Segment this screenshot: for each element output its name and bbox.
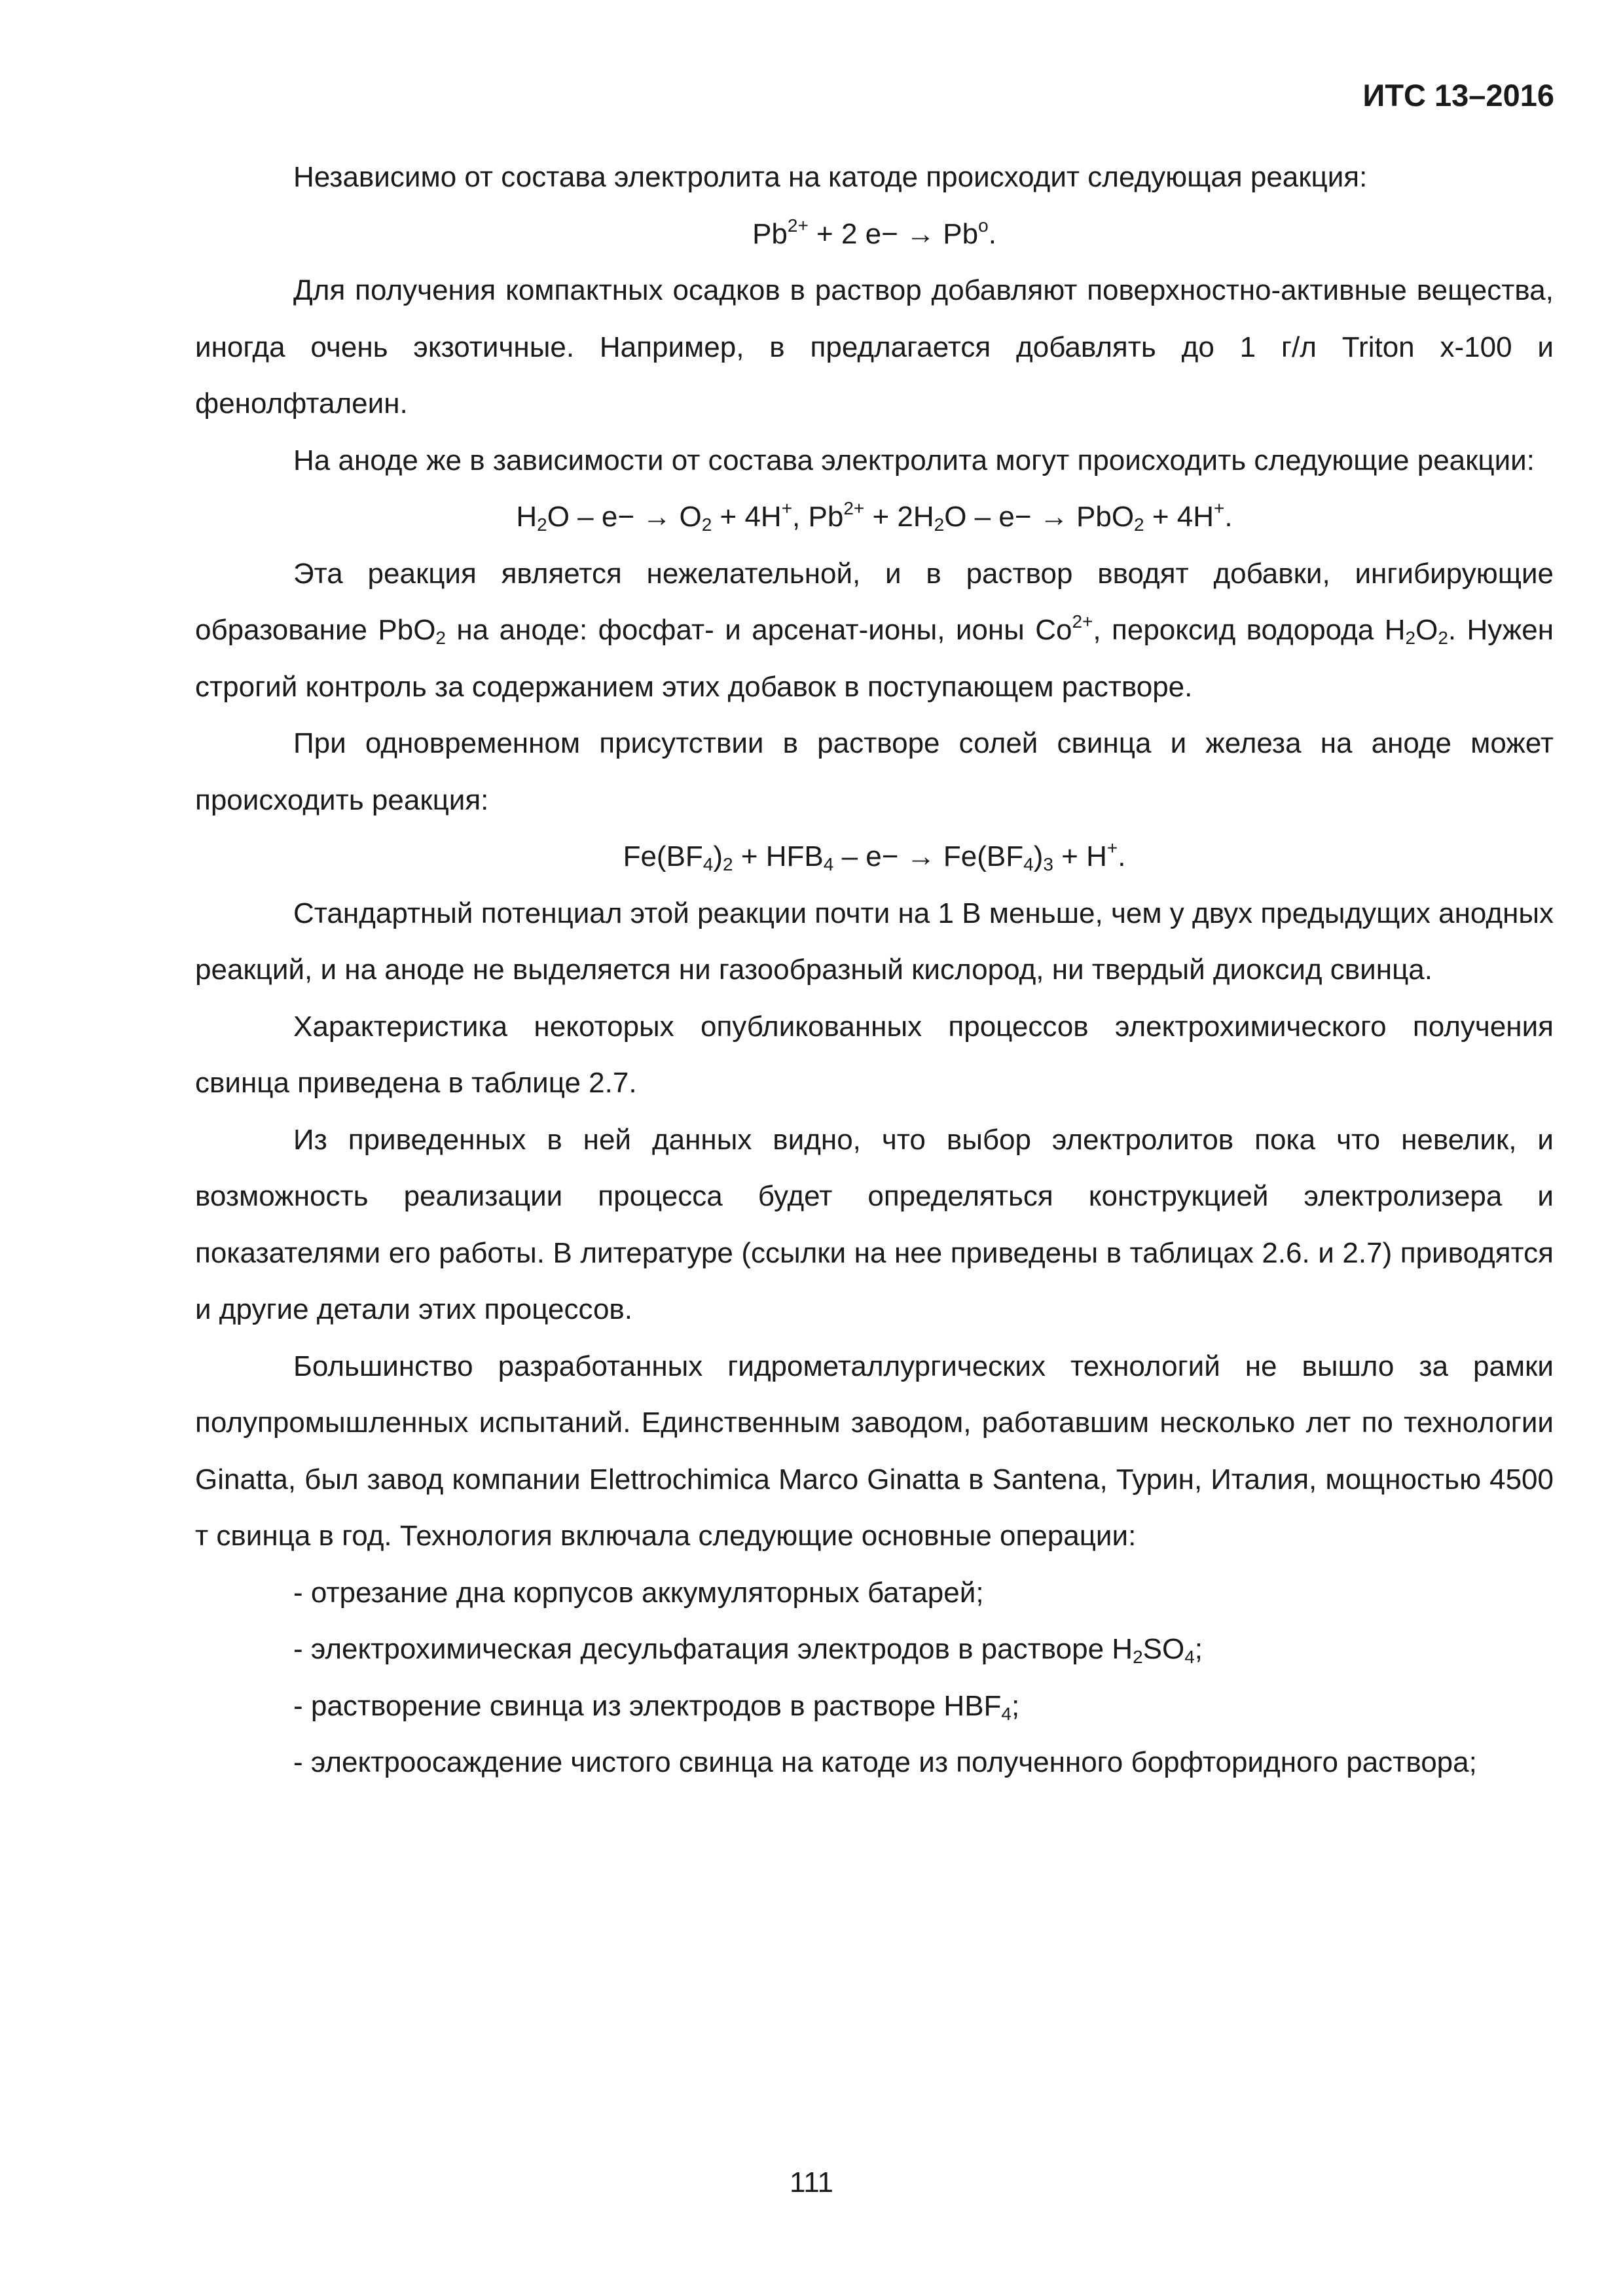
formula-anode-reactions: $H_2O - e- \to O_2 + 4H^+$, $Pb^{2+} + 2H_2O - e- \to PbO_2 + 4H^+$. — [516, 498, 1233, 535]
paragraph-ginatta-technology: Большинство разработанных гидрометаллургических технологий не вышло за рамки полупромышленных испытаний. Единственным заводом, работавшим несколько лет по технологии Ginatta, был завод компании Elettrochimica Marco Ginatta в Santena, Турин, Италия, мощностью 4500 т свинца в год. Технология включала следующие основные операции: — [195, 1350, 1554, 1552]
paragraph-lead-iron-salts: При одновременном присутствии в растворе солей свинца и железа на аноде может происходить реакция: — [195, 727, 1554, 816]
list-item-dissolution: - растворение свинца из электродов в растворе $HBF_4$; — [293, 1689, 1020, 1724]
paragraph-surfactants: Для получения компактных осадков в раствор добавляют поверхностно-активные вещества, иногда очень экзотичные. Например, в предлагается добавлять до 1 г/л Triton x-100 и фенолфталеин. — [195, 274, 1554, 420]
paragraph-anode-reactions-intro: На аноде же в зависимости от состава электролита могут происходить следующие реакции: — [293, 444, 1535, 476]
document-code-header: ИТС 13–2016 — [1362, 78, 1554, 113]
list-item-cutting: - отрезание дна корпусов аккумуляторных батарей; — [293, 1576, 984, 1609]
list-item-electrodeposition: - электроосаждение чистого свинца на катоде из полученного борфторидного раствора; — [293, 1746, 1477, 1778]
page-number: 111 — [790, 2166, 833, 2198]
page-body — [195, 149, 1554, 1791]
paragraph-undesirable-reaction: Эта реакция является нежелательной, и в раствор вводят добавки, ингибирующие образование PbO$_2$ на аноде: фосфат- и арсенат-ионы, ионы $Co^{2+}$, пероксид водорода $H_2O_2$. Нужен строгий контроль за содержанием этих добавок в поступающем растворе. — [195, 557, 1554, 703]
formula-cathode-reaction: $Pb^{2+} + 2$ $e- \to Pb^o$. — [752, 215, 996, 250]
paragraph-cathode-reaction-intro: Независимо от состава электролита на катоде происходит следующая реакция: — [293, 161, 1368, 193]
formula-iron-reaction: $Fe(BF_4)_2 + HFB_4 - e- \to Fe(BF_4)_3 + H^+$. — [623, 838, 1126, 874]
list-item-desulfation: - электрохимическая десульфатация электродов в растворе $H_2SO_4$; — [293, 1633, 1203, 1667]
paragraph-table-reference: Характеристика некоторых опубликованных процессов электрохимического получения свинца приведена в таблице 2.7. — [195, 1010, 1554, 1099]
paragraph-electrolyte-choice: Из приведенных в ней данных видно, что выбор электролитов пока что невелик, и возможность реализации процесса будет определяться конструкцией электролизера и показателями его работы. В литературе (ссылки на нее приведены в таблицах 2.6. и 2.7) приводятся и другие детали этих процессов. — [195, 1123, 1554, 1325]
paragraph-standard-potential: Стандартный потенциал этой реакции почти на 1 В меньше, чем у двух предыдущих анодных реакций, и на аноде не выделяется ни газообразный кислород, ни твердый диоксид свинца. — [195, 897, 1554, 986]
